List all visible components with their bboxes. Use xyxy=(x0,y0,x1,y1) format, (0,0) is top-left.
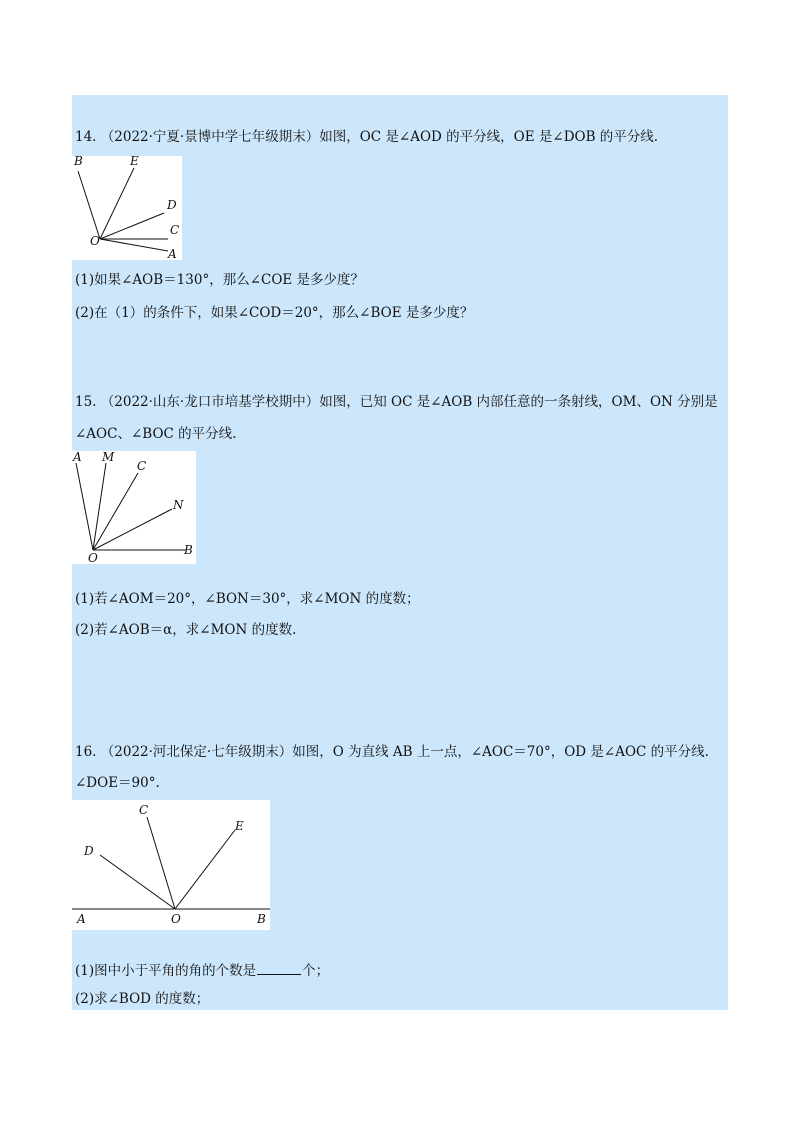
q14-source: （2022·宁夏·景博中学七年级期末） xyxy=(100,129,320,145)
q16-text: 如图，O 为直线 AB 上一点，∠AOC＝70°，OD 是∠AOC 的平分线. xyxy=(292,744,709,760)
label-N: N xyxy=(173,498,184,512)
label-C: C xyxy=(170,223,180,237)
q16-part1-after: 个； xyxy=(302,963,330,979)
q14-number: 14. xyxy=(75,129,97,145)
q16-stem-line1 xyxy=(75,743,709,761)
label-B: B xyxy=(184,543,193,557)
ray-OD xyxy=(100,855,175,909)
ray-OA xyxy=(100,239,168,251)
label-O: O xyxy=(90,234,100,248)
q14-figure xyxy=(72,156,182,260)
ray-OA xyxy=(76,463,93,550)
label-A: A xyxy=(77,912,86,926)
q15-text: 如图，已知 OC 是∠AOB 内部任意的一条射线，OM、ON 分别是 xyxy=(319,394,718,410)
q15-stem-line1 xyxy=(75,393,718,411)
label-B: B xyxy=(74,156,83,168)
q16-part1-before: (1)图中小于平角的角的个数是 xyxy=(75,963,257,979)
answer-blank[interactable] xyxy=(257,962,301,975)
q14-part2: (2)在（1）的条件下，如果∠COD＝20°，那么∠BOE 是多少度？ xyxy=(75,305,474,321)
q16-source: （2022·河北保定·七年级期末） xyxy=(100,744,293,760)
q15-source: （2022·山东·龙口市培基学校期中） xyxy=(100,394,320,410)
ray-OE xyxy=(100,168,134,239)
label-D: D xyxy=(167,198,177,212)
q15-stem-line2: ∠AOC、∠BOC 的平分线. xyxy=(75,426,237,442)
label-E: E xyxy=(130,156,139,168)
ray-OB xyxy=(78,171,100,239)
q16-part2: (2)求∠BOD 的度数； xyxy=(75,991,210,1007)
ray-OM xyxy=(93,463,106,550)
q16-part1 xyxy=(75,962,329,980)
label-B: B xyxy=(257,912,266,926)
q15-figure xyxy=(72,451,196,564)
q14-text: 如图，OC 是∠AOD 的平分线，OE 是∠DOB 的平分线. xyxy=(319,129,659,145)
label-M: M xyxy=(102,451,115,464)
ray-OE xyxy=(175,830,235,909)
q16-stem-line2: ∠DOE＝90°. xyxy=(75,775,160,791)
ray-OC xyxy=(147,817,175,909)
label-E: E xyxy=(235,819,244,833)
label-C: C xyxy=(137,459,147,473)
label-C: C xyxy=(139,803,149,817)
q15-part1: (1)若∠AOM＝20°，∠BON＝30°，求∠MON 的度数； xyxy=(75,591,420,607)
q14-part1: (1)如果∠AOB＝130°，那么∠COE 是多少度？ xyxy=(75,272,365,288)
label-D: D xyxy=(84,844,94,858)
label-O: O xyxy=(171,912,181,926)
q16-number: 16. xyxy=(75,744,97,760)
label-A: A xyxy=(168,247,177,260)
q14-stem xyxy=(75,128,658,146)
q15-part2: (2)若∠AOB＝α，求∠MON 的度数. xyxy=(75,622,297,638)
q16-figure xyxy=(72,800,270,930)
ray-OD xyxy=(100,213,164,239)
label-O: O xyxy=(88,551,98,564)
label-A: A xyxy=(73,451,82,464)
q15-number: 15. xyxy=(75,394,97,410)
